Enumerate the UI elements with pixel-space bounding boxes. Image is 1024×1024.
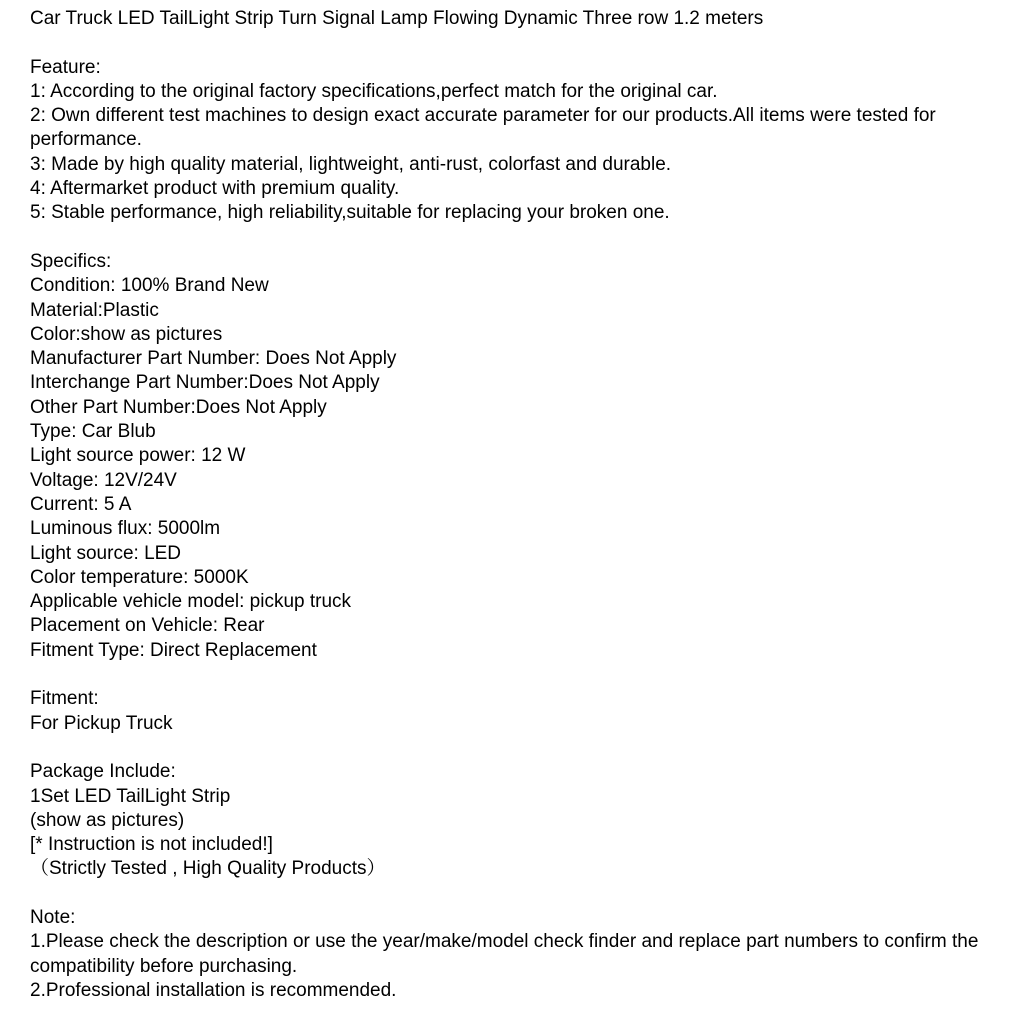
- blank-line: [30, 31, 990, 55]
- text-line: Interchange Part Number:Does Not Apply: [30, 372, 380, 394]
- text-line: 2.Professional installation is recommended.: [30, 979, 397, 1001]
- text-line: 1Set LED TailLight Strip: [30, 785, 231, 807]
- text-line: Light source power: 12 W: [30, 445, 246, 467]
- section-heading-feature: Feature:: [30, 56, 101, 78]
- text-line: Luminous flux: 5000lm: [30, 518, 221, 540]
- text-line: Applicable vehicle model: pickup truck: [30, 591, 352, 613]
- text-line: Light source: LED: [30, 542, 182, 564]
- text-line: 1.Please check the description or use the year/make/model check finder and replace part numbers to confirm the compatibility before purchasing.: [30, 931, 979, 977]
- section-heading-specifics: Specifics:: [30, 250, 112, 272]
- blank-line: [30, 226, 990, 250]
- text-line: Material:Plastic: [30, 299, 159, 321]
- section-specifics: [30, 226, 990, 663]
- section-heading-package-include: Package Include:: [30, 761, 176, 783]
- text-line: (show as pictures): [30, 809, 185, 831]
- section-heading-note: Note:: [30, 906, 76, 928]
- section-lines-feature: [30, 80, 990, 226]
- blank-line: [30, 882, 990, 906]
- section-package-include: [30, 736, 990, 882]
- blank-line: [30, 736, 990, 760]
- section-note: [30, 882, 990, 1003]
- section-lines-fitment: [30, 712, 990, 736]
- text-line: 5: Stable performance, high reliability,suitable for replacing your broken one.: [30, 202, 670, 224]
- text-line: Condition: 100% Brand New: [30, 275, 269, 297]
- section-lines-note: [30, 930, 990, 1003]
- text-line: 3: Made by high quality material, lightweight, anti-rust, colorfast and durable.: [30, 153, 672, 175]
- text-line: Type: Car Blub: [30, 421, 156, 443]
- text-line: （Strictly Tested , High Quality Products）: [30, 858, 386, 880]
- text-line: Fitment Type: Direct Replacement: [30, 639, 317, 661]
- text-line: For Pickup Truck: [30, 712, 173, 734]
- section-lines-specifics: [30, 274, 990, 663]
- product-title: Car Truck LED TailLight Strip Turn Signal Lamp Flowing Dynamic Three row 1.2 meters: [30, 8, 764, 29]
- text-line: 1: According to the original factory specifications,perfect match for the original car.: [30, 80, 718, 102]
- blank-line: [30, 663, 990, 687]
- text-line: [* Instruction is not included!]: [30, 834, 273, 856]
- text-line: Other Part Number:Does Not Apply: [30, 396, 327, 418]
- section-feature: [30, 31, 990, 225]
- text-line: Color:show as pictures: [30, 323, 223, 345]
- text-line: 2: Own different test machines to design exact accurate parameter for our products.All items were tested for performance.: [30, 105, 936, 151]
- text-line: Manufacturer Part Number: Does Not Apply: [30, 348, 397, 370]
- text-line: Current: 5 A: [30, 493, 132, 515]
- section-lines-package-include: [30, 785, 990, 882]
- text-line: Voltage: 12V/24V: [30, 469, 177, 491]
- text-line: 4: Aftermarket product with premium quality.: [30, 178, 400, 200]
- section-heading-fitment: Fitment:: [30, 688, 99, 710]
- text-line: Placement on Vehicle: Rear: [30, 615, 265, 637]
- text-line: Color temperature: 5000K: [30, 566, 249, 588]
- section-fitment: [30, 663, 990, 736]
